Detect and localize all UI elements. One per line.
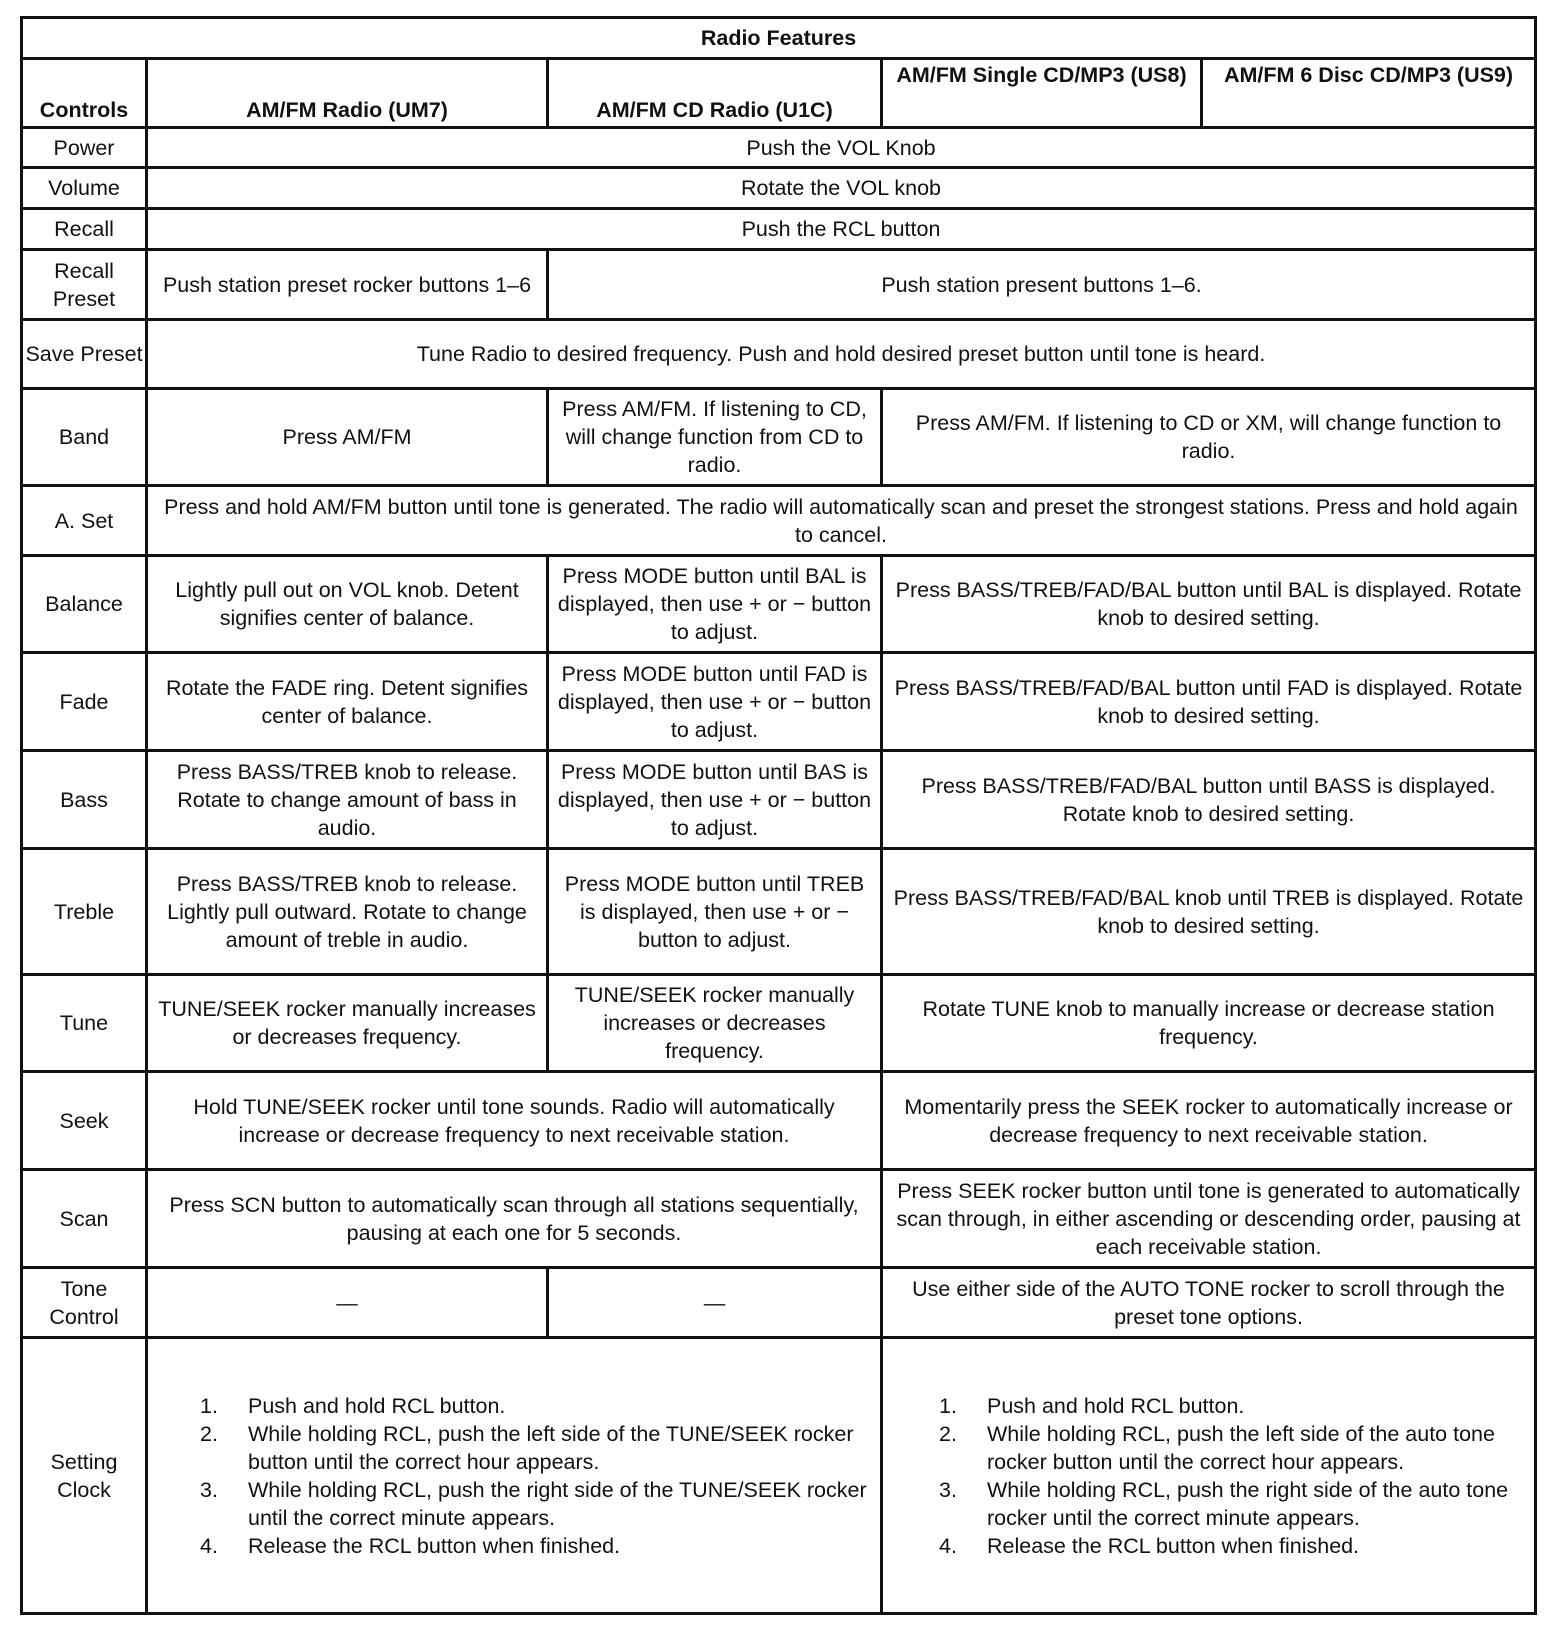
cell-us: Momentarily press the SEEK rocker to automatically increase or decrease frequency to next receivable station.	[882, 1072, 1536, 1170]
table-title: Radio Features	[22, 18, 1536, 59]
control-label: Setting Clock	[22, 1338, 147, 1614]
cell-radio: Press SCN button to automatically scan through all stations sequentially, pausing at each one for 5 seconds.	[147, 1170, 882, 1268]
control-label: Seek	[22, 1072, 147, 1170]
control-label: Tone Control	[22, 1268, 147, 1338]
cell-all: Press and hold AM/FM button until tone is generated. The radio will automatically scan and preset the strongest stations. Press and hold again to cancel.	[147, 486, 1536, 556]
step-text: While holding RCL, push the left side of the auto tone rocker button until the correct hour appears.	[987, 1421, 1495, 1474]
cell-u1c: Press MODE button until BAL is displayed, then use + or − button to adjust.	[548, 556, 882, 653]
step-text: While holding RCL, push the left side of the TUNE/SEEK rocker button until the correct hour appears.	[248, 1421, 854, 1474]
cell-u1c: TUNE/SEEK rocker manually increases or decreases frequency.	[548, 975, 882, 1072]
cell-us: Press SEEK rocker button until tone is generated to automatically scan through, in either ascending or descending order, pausing at each receivable station.	[882, 1170, 1536, 1268]
control-label: Balance	[22, 556, 147, 653]
table-row-setting-clock	[22, 1338, 1536, 1614]
step-number: 1.	[939, 1393, 957, 1418]
cell-u1c: Press AM/FM. If listening to CD, will change function from CD to radio.	[548, 389, 882, 486]
step-number: 2.	[200, 1421, 218, 1446]
cell-us: Rotate TUNE knob to manually increase or decrease station frequency.	[882, 975, 1536, 1072]
control-label: Volume	[22, 168, 147, 209]
table-row-treble	[22, 849, 1536, 975]
table-row-balance	[22, 556, 1536, 653]
step-text: While holding RCL, push the right side of the auto tone rocker until the correct minute appears.	[987, 1477, 1509, 1530]
header-u1c: AM/FM CD Radio (U1C)	[548, 59, 882, 128]
cell-um7: Rotate the FADE ring. Detent signifies center of balance.	[147, 653, 548, 751]
step-number: 3.	[200, 1477, 218, 1502]
control-label: Recall Preset	[22, 250, 147, 320]
step-text: Push and hold RCL button.	[987, 1393, 1245, 1418]
cell-us: Press BASS/TREB/FAD/BAL button until FAD is displayed. Rotate knob to desired setting.	[882, 653, 1536, 751]
cell-u1c: Press MODE button until FAD is displayed, then use + or − button to adjust.	[548, 653, 882, 751]
header-us8: AM/FM Single CD/MP3 (US8)	[882, 59, 1202, 128]
list-item	[939, 1420, 1526, 1476]
header-us9: AM/FM 6 Disc CD/MP3 (US9)	[1202, 59, 1536, 128]
table-row-fade	[22, 653, 1536, 751]
header-row	[22, 59, 1536, 128]
step-number: 4.	[939, 1533, 957, 1558]
step-text: Release the RCL button when finished.	[987, 1533, 1360, 1558]
list-item	[939, 1476, 1526, 1532]
step-text: Release the RCL button when finished.	[248, 1533, 621, 1558]
cell-um7: Press BASS/TREB knob to release. Lightly pull outward. Rotate to change amount of treble in audio.	[147, 849, 548, 975]
control-label: Treble	[22, 849, 147, 975]
cell-um7: Push station preset rocker buttons 1–6	[147, 250, 548, 320]
list-item	[200, 1532, 876, 1560]
table-row-bass	[22, 751, 1536, 849]
list-item	[939, 1392, 1526, 1420]
cell-um7: TUNE/SEEK rocker manually increases or decreases frequency.	[147, 975, 548, 1072]
step-text: Push and hold RCL button.	[248, 1393, 506, 1418]
control-label: Tune	[22, 975, 147, 1072]
us-steps-list	[939, 1392, 1526, 1560]
control-label: Fade	[22, 653, 147, 751]
cell-u1c: —	[548, 1268, 882, 1338]
list-item	[200, 1392, 876, 1420]
cell-all: Tune Radio to desired frequency. Push and hold desired preset button until tone is heard.	[147, 320, 1536, 389]
control-label: A. Set	[22, 486, 147, 556]
step-number: 4.	[200, 1533, 218, 1558]
table-row-seek	[22, 1072, 1536, 1170]
radio-features-page	[20, 16, 1534, 1615]
cell-um7: Press BASS/TREB knob to release. Rotate to change amount of bass in audio.	[147, 751, 548, 849]
step-text: While holding RCL, push the right side of the TUNE/SEEK rocker until the correct minute appears.	[248, 1477, 867, 1530]
table-row-save-preset	[22, 320, 1536, 389]
cell-u1c: Press MODE button until BAS is displayed, then use + or − button to adjust.	[548, 751, 882, 849]
cell-radio-steps	[147, 1338, 882, 1614]
title-row	[22, 18, 1536, 59]
list-item	[939, 1532, 1526, 1560]
table-row-band	[22, 389, 1536, 486]
cell-u1c: Press MODE button until TREB is displayed, then use + or − button to adjust.	[548, 849, 882, 975]
cell-um7: —	[147, 1268, 548, 1338]
header-controls: Controls	[22, 59, 147, 128]
control-label: Recall	[22, 209, 147, 250]
control-label: Bass	[22, 751, 147, 849]
table-row-power	[22, 128, 1536, 168]
list-item	[200, 1476, 876, 1532]
step-number: 2.	[939, 1421, 957, 1446]
step-number: 1.	[200, 1393, 218, 1418]
cell-us: Press BASS/TREB/FAD/BAL knob until TREB is displayed. Rotate knob to desired setting.	[882, 849, 1536, 975]
radio-features-table	[20, 16, 1537, 1615]
cell-us: Press BASS/TREB/FAD/BAL button until BASS is displayed. Rotate knob to desired setting.	[882, 751, 1536, 849]
radio-steps-list	[200, 1392, 876, 1560]
header-um7: AM/FM Radio (UM7)	[147, 59, 548, 128]
cell-um7: Press AM/FM	[147, 389, 548, 486]
table-row-volume	[22, 168, 1536, 209]
table-row-tune	[22, 975, 1536, 1072]
list-item	[200, 1420, 876, 1476]
control-label: Band	[22, 389, 147, 486]
control-label: Scan	[22, 1170, 147, 1268]
table-row-recall	[22, 209, 1536, 250]
step-number: 3.	[939, 1477, 957, 1502]
cell-all: Rotate the VOL knob	[147, 168, 1536, 209]
table-row-tone-control	[22, 1268, 1536, 1338]
table-row-scan	[22, 1170, 1536, 1268]
cell-um7: Lightly pull out on VOL knob. Detent signifies center of balance.	[147, 556, 548, 653]
cell-radio: Hold TUNE/SEEK rocker until tone sounds. Radio will automatically increase or decrease frequency to next receivable station.	[147, 1072, 882, 1170]
cell-us: Press AM/FM. If listening to CD or XM, will change function to radio.	[882, 389, 1536, 486]
table-row-a-set	[22, 486, 1536, 556]
cell-rest: Push station present buttons 1–6.	[548, 250, 1536, 320]
control-label: Save Preset	[22, 320, 147, 389]
control-label: Power	[22, 128, 147, 168]
cell-us: Press BASS/TREB/FAD/BAL button until BAL is displayed. Rotate knob to desired setting.	[882, 556, 1536, 653]
cell-all: Push the VOL Knob	[147, 128, 1536, 168]
cell-all: Push the RCL button	[147, 209, 1536, 250]
table-row-recall-preset	[22, 250, 1536, 320]
cell-us: Use either side of the AUTO TONE rocker to scroll through the preset tone options.	[882, 1268, 1536, 1338]
cell-us-steps	[882, 1338, 1536, 1614]
